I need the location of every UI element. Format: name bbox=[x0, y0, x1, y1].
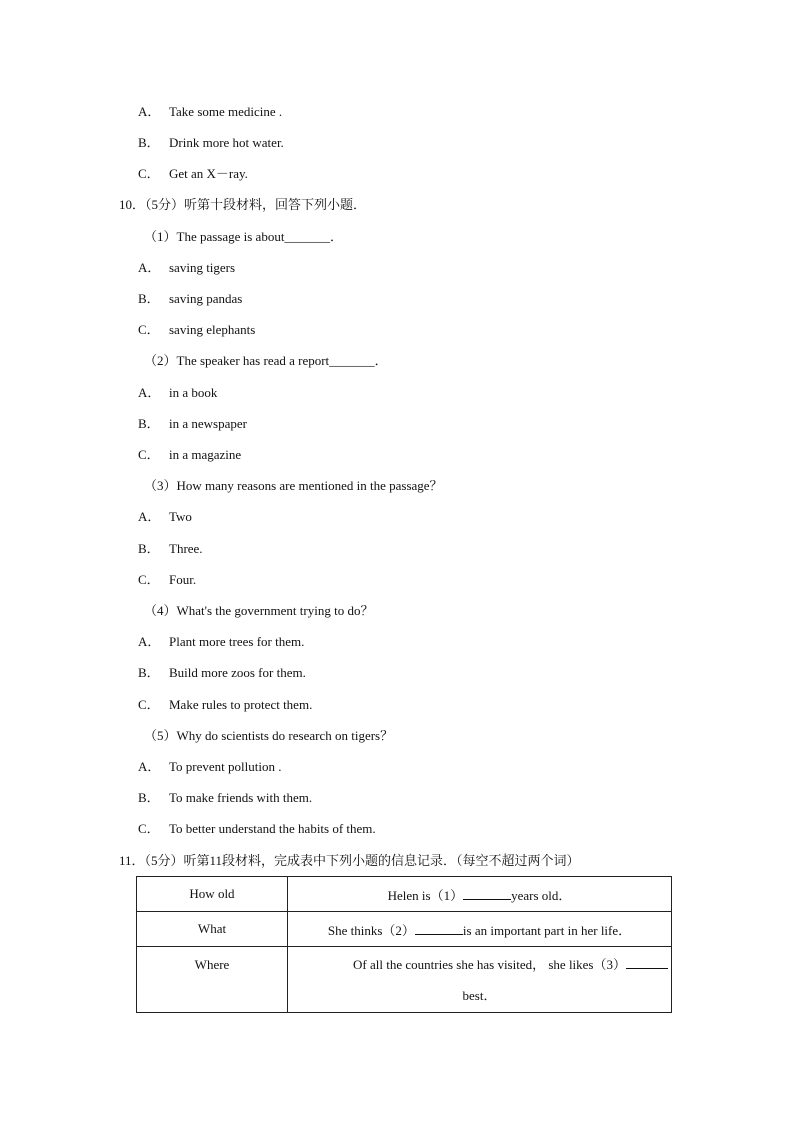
q9-option-a: A． Take some medicine . bbox=[138, 104, 283, 119]
q10-sub1-option-a: A． saving tigers bbox=[138, 260, 236, 275]
q10-sub2-option-b: B． in a newspaper bbox=[138, 416, 247, 431]
q10-sub2-stem: （2）The speaker has read a report_______． bbox=[144, 353, 388, 368]
answer-blank-1[interactable] bbox=[463, 887, 511, 900]
table-cell-how-old: Helen is（1） years old． bbox=[288, 877, 672, 912]
q10-sub5-option-b: B． To make friends with them. bbox=[138, 790, 313, 805]
table-label-how-old: How old bbox=[137, 877, 288, 912]
q10-header: 10．（5分）听第十段材料，回答下列小题． bbox=[119, 197, 367, 212]
q10-sub3-option-a: A． Two bbox=[138, 509, 192, 524]
q10-sub3-option-c: C． Four. bbox=[138, 572, 197, 587]
table-label-where: Where bbox=[137, 947, 288, 1013]
q9-option-b: B． Drink more hot water. bbox=[138, 135, 284, 150]
q11-header: 11．（5分）听第11段材料，完成表中下列小题的信息记录．（每空不超过两个词） bbox=[119, 853, 580, 868]
q10-sub1-stem: （1）The passage is about_______． bbox=[144, 229, 343, 244]
q10-sub5-option-c: C． To better understand the habits of them. bbox=[138, 821, 376, 836]
info-table bbox=[136, 876, 672, 1013]
table-row bbox=[137, 947, 672, 1013]
q9-option-c: C． Get an X－ray. bbox=[138, 166, 248, 181]
q10-sub1-option-b: B． saving pandas bbox=[138, 291, 243, 306]
q10-sub4-option-c: C． Make rules to protect them. bbox=[138, 697, 313, 712]
answer-blank-2[interactable] bbox=[415, 922, 463, 935]
q10-sub3-option-b: B． Three. bbox=[138, 541, 203, 556]
q10-sub5-option-a: A． To prevent pollution . bbox=[138, 759, 282, 774]
table-row bbox=[137, 912, 672, 947]
table-label-what: What bbox=[137, 912, 288, 947]
q10-sub5-stem: （5）Why do scientists do research on tigers？ bbox=[144, 728, 394, 743]
q10-sub4-stem: （4）What's the government trying to do？ bbox=[144, 603, 374, 618]
answer-blank-3[interactable] bbox=[626, 956, 668, 969]
q10-sub4-option-b: B． Build more zoos for them. bbox=[138, 665, 306, 680]
q10-sub3-stem: （3）How many reasons are mentioned in the passage？ bbox=[144, 478, 443, 493]
table-cell-where: Of all the countries she has visited， she likes（3） best． bbox=[288, 947, 672, 1013]
q10-sub2-option-a: A． in a book bbox=[138, 385, 218, 400]
table-row bbox=[137, 877, 672, 912]
q10-sub4-option-a: A． Plant more trees for them. bbox=[138, 634, 305, 649]
q10-sub1-option-c: C． saving elephants bbox=[138, 322, 256, 337]
q10-sub2-option-c: C． in a magazine bbox=[138, 447, 242, 462]
table-cell-what: She thinks（2） is an important part in her life． bbox=[288, 912, 672, 947]
